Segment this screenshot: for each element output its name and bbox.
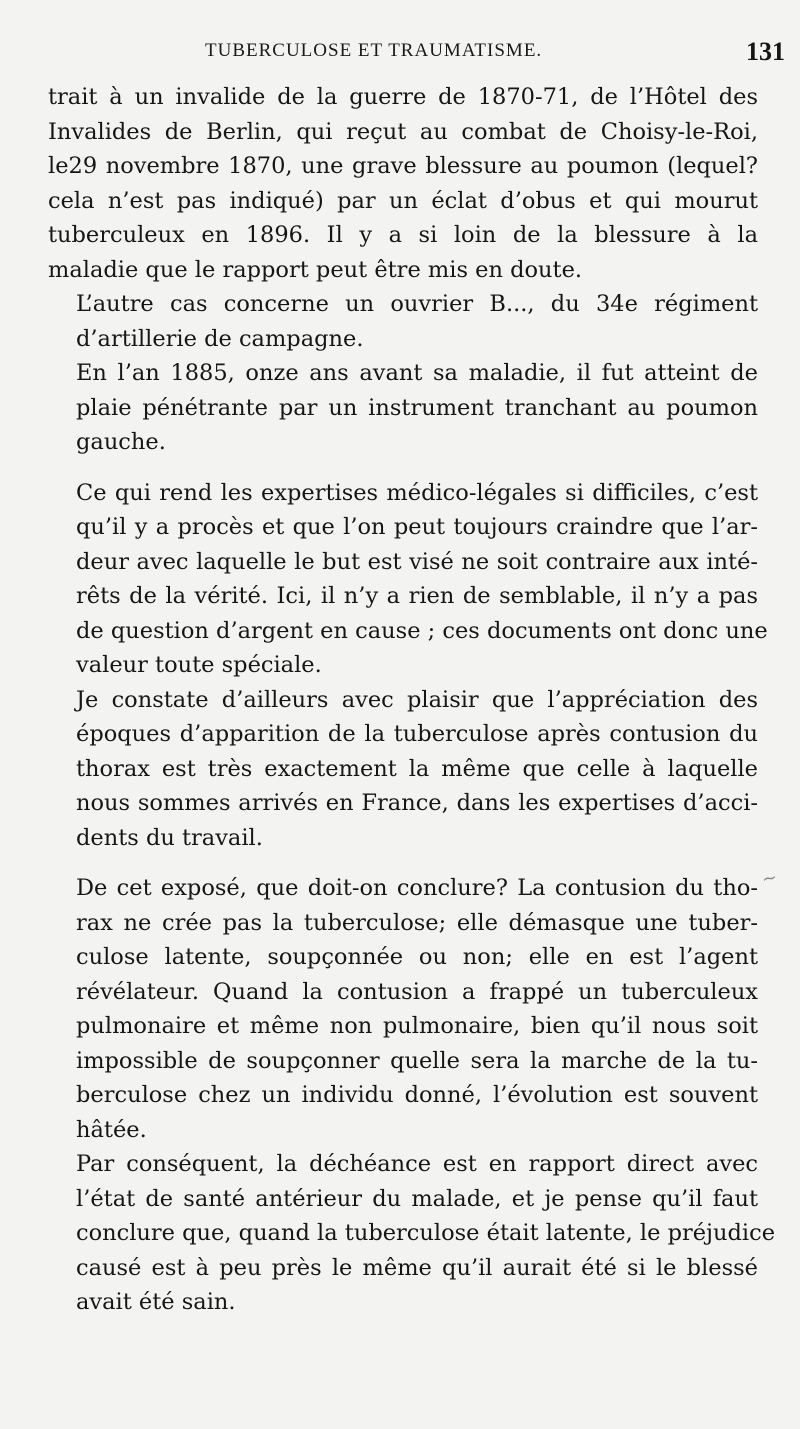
text-line: maladie que le rapport peut être mis en doute. bbox=[48, 256, 583, 283]
text-line: deur avec laquelle le but est visé ne soit contraire aux inté- bbox=[76, 548, 758, 575]
text-line: le29 novembre 1870, une grave blessure au poumon (lequel? bbox=[48, 153, 758, 179]
text-line: Ce qui rend les expertises médico-légales si difficiles, c’est bbox=[76, 479, 758, 506]
paragraph bbox=[48, 1147, 776, 1320]
text-line: thorax est très exactement la même que celle à laquelle bbox=[76, 755, 758, 782]
text-line: avait été sain. bbox=[76, 1289, 236, 1315]
paragraph bbox=[48, 287, 758, 356]
margin-pencil-mark: ~ bbox=[759, 866, 780, 891]
text-line: culose latente, soupçonnée ou non; elle en est l’agent bbox=[76, 944, 758, 970]
text-line: révélateur. Quand la contusion a frappé un tuberculeux bbox=[76, 978, 758, 1005]
text-line: En l’an 1885, onze ans avant sa maladie, il fut atteint de bbox=[76, 360, 758, 386]
text-line: l’état de santé antérieur du malade, et je pense qu’il faut bbox=[76, 1185, 758, 1212]
text-line: trait à un invalide de la guerre de 1870-71, de l’Hôtel des bbox=[48, 84, 758, 110]
text-line: qu’il y a procès et que l’on peut toujours craindre que l’ar- bbox=[76, 514, 758, 540]
text-line: valeur toute spéciale. bbox=[76, 652, 322, 678]
text-line: De cet exposé, que doit-on conclure? La contusion du tho- bbox=[76, 875, 758, 901]
text-line: cela n’est pas indiqué) par un éclat d’obus et qui mourut bbox=[48, 187, 758, 214]
text-line: rax ne crée pas la tuberculose; elle démasque une tuber- bbox=[76, 909, 758, 936]
body-text bbox=[48, 80, 776, 1320]
text-line: L’autre cas concerne un ouvrier B..., du 34e régiment bbox=[76, 291, 758, 317]
running-head: TUBERCULOSE ET TRAUMATISME. bbox=[205, 40, 543, 61]
text-line: Je constate d’ailleurs avec plaisir que l’appréciation des bbox=[76, 686, 758, 713]
paragraph bbox=[48, 683, 758, 856]
page-header bbox=[205, 37, 785, 70]
paragraph bbox=[48, 476, 768, 683]
text-line: gauche. bbox=[76, 429, 166, 455]
paragraph bbox=[48, 871, 758, 1147]
text-line: Par conséquent, la déchéance est en rapport direct avec bbox=[76, 1151, 758, 1177]
text-line: d’artillerie de campagne. bbox=[76, 325, 364, 352]
text-line: tuberculeux en 1896. Il y a si loin de la blessure à la bbox=[48, 222, 758, 248]
text-line: berculose chez un individu donné, l’évolution est souvent bbox=[76, 1082, 758, 1108]
text-line: Invalides de Berlin, qui reçut au combat de Choisy-le-Roi, bbox=[48, 118, 758, 145]
paragraph bbox=[48, 356, 758, 460]
text-line: pulmonaire et même non pulmonaire, bien qu’il nous soit bbox=[76, 1013, 758, 1039]
text-line: conclure que, quand la tuberculose était latente, le préjudice bbox=[76, 1220, 776, 1246]
text-line: dents du travail. bbox=[76, 824, 263, 851]
text-line: causé est à peu près le même qu’il aurait été si le blessé bbox=[76, 1254, 758, 1281]
text-line: hâtée. bbox=[76, 1116, 147, 1143]
text-line: époques d’apparition de la tuberculose après contusion du bbox=[76, 721, 758, 747]
text-line: rêts de la vérité. Ici, il n’y a rien de semblable, il n’y a pas bbox=[76, 583, 758, 609]
page-number: 131 bbox=[746, 37, 785, 66]
paragraph bbox=[48, 80, 758, 287]
text-line: nous sommes arrivés en France, dans les expertises d’acci- bbox=[76, 790, 758, 816]
text-line: de question d’argent en cause ; ces documents ont donc une bbox=[76, 617, 768, 644]
text-line: impossible de soupçonner quelle sera la marche de la tu- bbox=[76, 1047, 758, 1074]
text-line: plaie pénétrante par un instrument tranchant au poumon bbox=[76, 394, 758, 421]
